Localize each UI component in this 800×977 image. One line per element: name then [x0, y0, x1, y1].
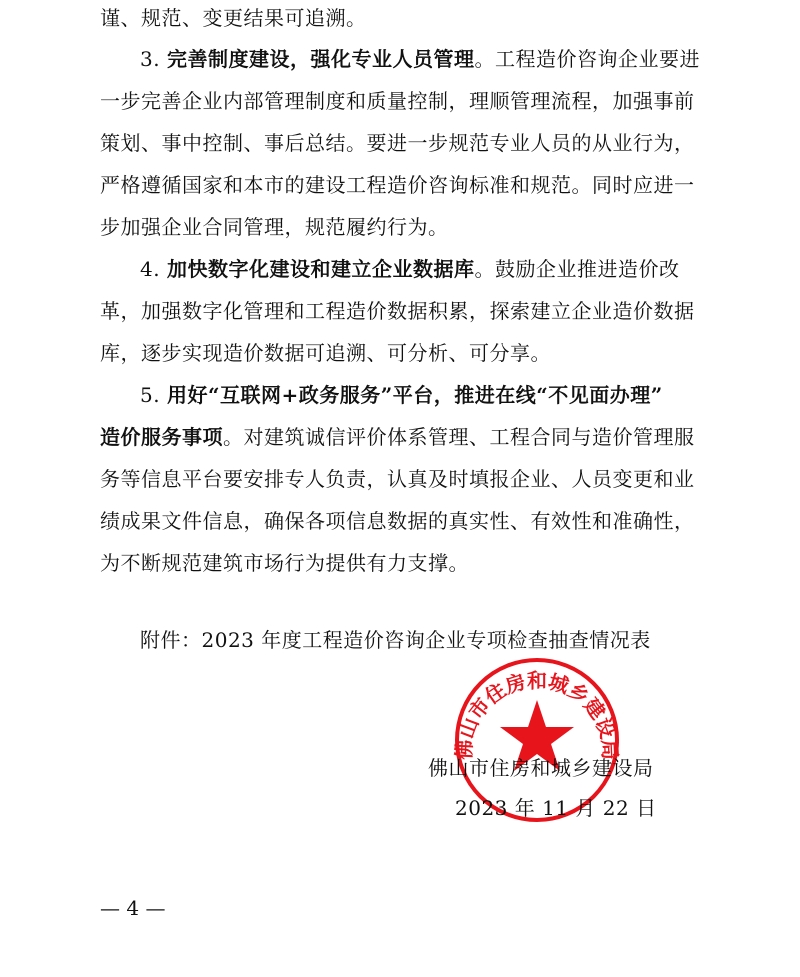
paragraph-5-line-3: 务等信息平台要安排专人负责，认真及时填报企业、人员变更和业 — [100, 467, 695, 491]
paragraph-4-number: 4. — [140, 257, 161, 281]
paragraph-5-line-1 — [140, 383, 700, 407]
seal-star-icon — [500, 700, 574, 771]
paragraph-4-heading: 加快数字化建设和建立企业数据库 — [166, 257, 475, 281]
paragraph-3-text: 。工程造价咨询企业要进 — [474, 47, 700, 71]
official-seal — [452, 655, 622, 825]
paragraph-4-line-2: 革，加强数字化管理和工程造价数据积累，探索建立企业造价数据 — [100, 299, 695, 323]
paragraph-2-tail: 谨、规范、变更结果可追溯。 — [100, 6, 367, 30]
paragraph-3-line-1 — [140, 47, 700, 71]
paragraph-5-heading-a: 用好“互联网+政务服务”平台，推进在线“不见面办理” — [166, 383, 663, 407]
paragraph-5-text: 。对建筑诚信评价体系管理、工程合同与造价管理服 — [223, 425, 695, 449]
paragraph-4-line-3: 库，逐步实现造价数据可追溯、可分析、可分享。 — [100, 341, 551, 365]
paragraph-3-line-3: 策划、事中控制、事后总结。要进一步规范专业人员的从业行为， — [100, 131, 695, 155]
page-number: — 4 — — [100, 896, 166, 920]
signature-date: 2023 年 11 月 22 日 — [455, 796, 657, 820]
paragraph-4-text: 。鼓励企业推进造价改 — [474, 257, 680, 281]
paragraph-5-heading-b: 造价服务事项 — [100, 425, 223, 449]
signature-org: 佛山市住房和城乡建设局 — [428, 756, 654, 780]
paragraph-3-heading: 完善制度建设，强化专业人员管理 — [166, 47, 475, 71]
paragraph-3-line-4: 严格遵循国家和本市的建设工程造价咨询标准和规范。同时应进一 — [100, 173, 695, 197]
paragraph-5-line-4: 绩成果文件信息，确保各项信息数据的真实性、有效性和准确性， — [100, 509, 695, 533]
attachment-note: 附件：2023 年度工程造价咨询企业专项检查抽查情况表 — [140, 628, 651, 652]
seal-text: 佛山市住房和城乡建设局 — [452, 668, 622, 761]
paragraph-5-line-5: 为不断规范建筑市场行为提供有力支撑。 — [100, 551, 469, 575]
paragraph-5-line-2 — [100, 425, 700, 449]
paragraph-5-number: 5. — [140, 383, 161, 407]
paragraph-3-line-2: 一步完善企业内部管理制度和质量控制，理顺管理流程，加强事前 — [100, 89, 695, 113]
paragraph-3-line-5: 步加强企业合同管理，规范履约行为。 — [100, 215, 449, 239]
paragraph-4-line-1 — [140, 257, 700, 281]
paragraph-3-number: 3. — [140, 47, 161, 71]
